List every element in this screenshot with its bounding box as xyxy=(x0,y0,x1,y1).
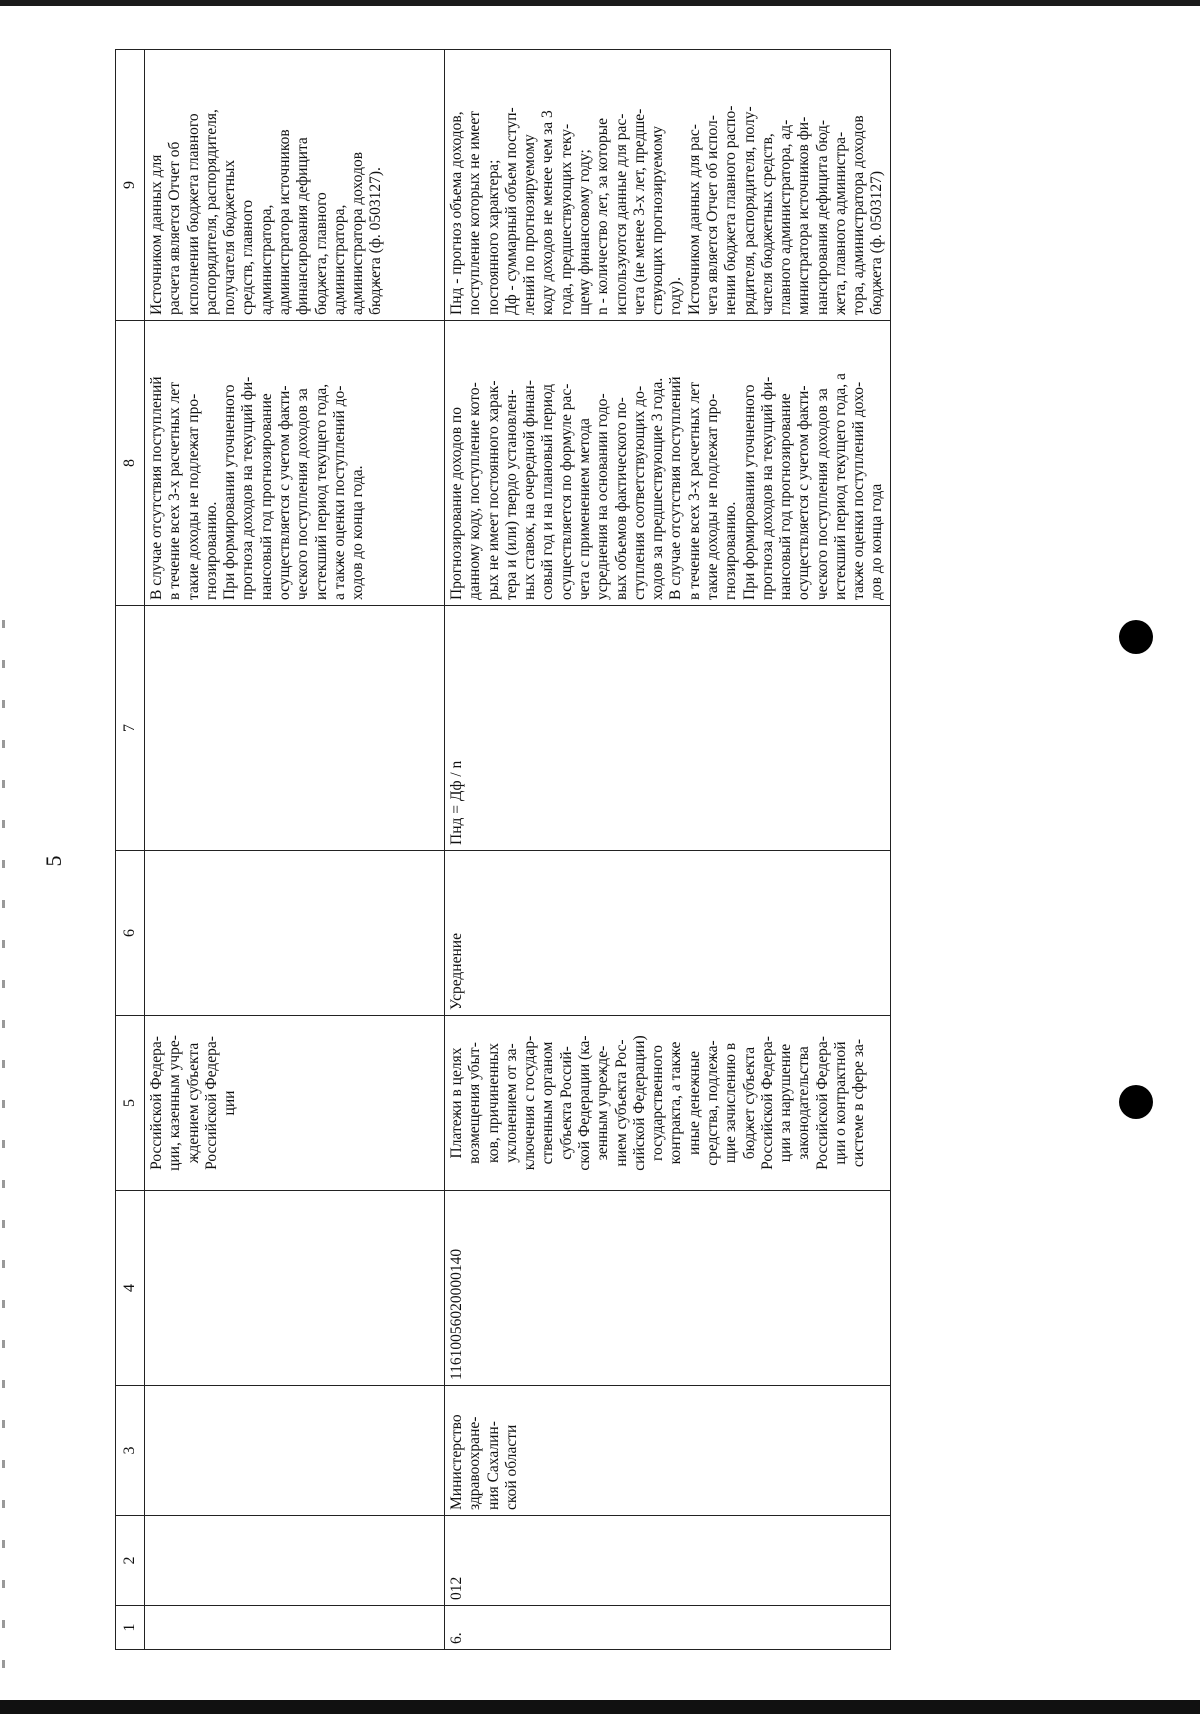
cell-revenue-name: Платежи в целях возмещения убыт- ков, причиненных уклонением от за- ключения с государ- ственным органом субъекта Россий- ской Федерации (ка- зенным учрежде- нием субъекта Рос- сийской Федерации) государственного контракта, а также иные денежные средства, подлежа- щие зачислению в бюджет субъекта Российской Федера- ции за нарушение законодательства Российской Федера- ции о контрактной системе в сфере за- xyxy=(445,1016,891,1191)
cell-revenue-name: Российской Федера- ции, казенным учре- ждением субъекта Российской Федера- ции xyxy=(145,1016,445,1191)
cell-row-number xyxy=(145,1606,445,1650)
col-header-7: 7 xyxy=(116,606,145,851)
revenue-forecast-table xyxy=(115,49,891,1650)
col-header-9: 9 xyxy=(116,50,145,321)
cell-algorithm: Прогнозирование доходов по данному коду, поступление кото- рых не имеет постоянного харак- тера и (или) твердо установлен- ных ставок, на очередной финан- совый год и на плановый период осуществляется по формуле рас- чета с применением метода усреднения на основании годо- вых объемов фактического по- ступления соответствующих до- ходов за предшествующие 3 года. В случае отсутствия поступлений в течение всех 3-х расчетных лет такие доходы не подлежат про- гнозированию. При формировании уточненного прогноза доходов на текущий фи- нансовый год прогнозирование осуществляется с учетом факти- ческого поступления доходов за истекший период текущего года, а также оценки поступлений дохо- дов до конца года xyxy=(445,321,891,606)
table-row-continuation xyxy=(145,50,445,1650)
cell-admin-name xyxy=(145,1386,445,1516)
cell-row-number: 6. xyxy=(445,1606,891,1650)
cell-algorithm: В случае отсутствия поступлений в течение всех 3-х расчетных лет такие доходы не подлежат про- гнозированию. При формировании уточненного прогноза доходов на текущий фи- нансовый год прогнозирование осуществляется с учетом факти- ческого поступления доходов за истекший период текущего года, а также оценки поступлений до- ходов до конца года. xyxy=(145,321,445,606)
cell-revenue-code xyxy=(145,1191,445,1386)
cell-formula: Пнд = Дф / n xyxy=(445,606,891,851)
cell-indicators: Пнд - прогноз объема доходов, поступление которых не имеет постоянного характера; Дф - суммарный объем поступ- лений по прогнозируемому коду доходов не менее чем за 3 года, предшествующих теку- щему финансовому году; n - количество лет, за которые используются данные для рас- чета (не менее 3-х лет, предше- ствующих прогнозируемому году). Источником данных для рас- чета является Отчет об испол- нении бюджета главного распо- рядителя, распорядителя, полу- чателя бюджетных средств, главного администратора, ад- министратора источников фи- нансирования дефицита бюд- жета, главного администра- тора, администратора доходов бюджета (ф. 0503127) xyxy=(445,50,891,321)
punch-hole-bottom xyxy=(1119,1085,1153,1119)
col-header-5: 5 xyxy=(116,1016,145,1191)
scan-edge-top xyxy=(0,0,1200,6)
col-header-3: 3 xyxy=(116,1386,145,1516)
page-number: 5 xyxy=(41,855,66,867)
col-header-2: 2 xyxy=(116,1516,145,1606)
cell-admin-code xyxy=(145,1516,445,1606)
cell-method: Усреднение xyxy=(445,851,891,1016)
cell-revenue-code: 11610056020000140 xyxy=(445,1191,891,1386)
rotated-document xyxy=(115,50,1115,1650)
cell-admin-name: Министерство здравоохране- ния Сахалин- ской области xyxy=(445,1386,891,1516)
punch-hole-top xyxy=(1119,620,1153,654)
cell-admin-code: 012 xyxy=(445,1516,891,1606)
cell-formula xyxy=(145,606,445,851)
col-header-8: 8 xyxy=(116,321,145,606)
cell-method xyxy=(145,851,445,1016)
cell-indicators: Источником данных для расчета является Отчет об исполнении бюджета главного распорядителя, распорядителя, получателя бюджетных средств, главного администратора, администратора источников финансирования дефицита бюджета, главного администратора, администратора доходов бюджета (ф. 0503127). xyxy=(145,50,445,321)
column-number-row xyxy=(116,50,145,1650)
scan-margin-marks xyxy=(2,620,5,1680)
scan-edge-bottom xyxy=(0,1700,1200,1714)
table-row-6 xyxy=(445,50,891,1650)
col-header-4: 4 xyxy=(116,1191,145,1386)
col-header-6: 6 xyxy=(116,851,145,1016)
col-header-1: 1 xyxy=(116,1606,145,1650)
